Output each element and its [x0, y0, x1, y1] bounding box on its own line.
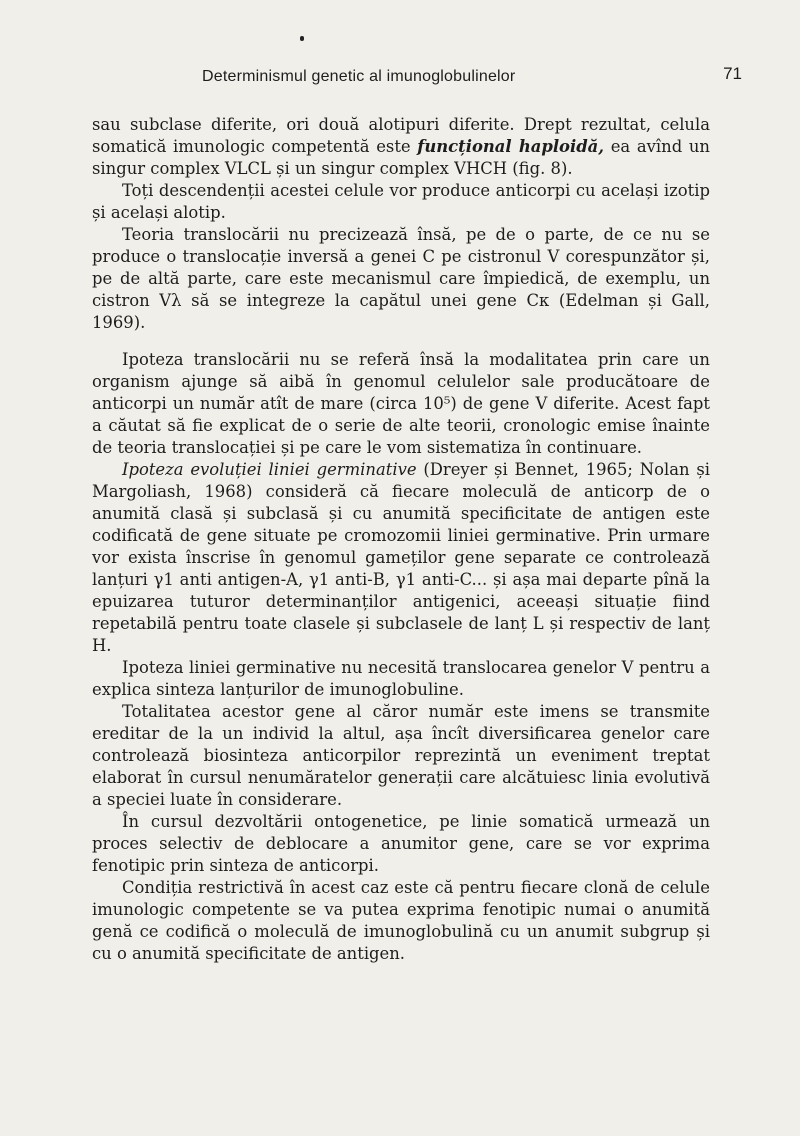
paragraph-6: Ipoteza liniei germinative nu necesită translocarea genelor V pentru a explica sinteza lanțurilor de imunoglobuline. — [92, 658, 710, 699]
paragraph-3: Teoria translocării nu precizează însă, pe de o parte, de ce nu se produce o translocație inversă a genei C pe cistronul V corespunzător și, pe de altă parte, care este mecanismul care împiedică, de exemplu, un cistron Vλ să se integreze la capătul unei gene Cκ (Edelman și Gall, 1969). — [92, 225, 710, 332]
print-speck — [300, 36, 304, 41]
paragraph-5: Ipoteza evoluției liniei germinative (Dreyer și Bennet, 1965; Nolan și Margoliash, 1968) consideră că fiecare moleculă de anticorp de o anumită clasă și subclasă și cu anumită specificitate de antigen este codificată de gene situate pe cromozomii liniei germinative. Prin urmare vor exista înscrise în genomul gameților gene separate ce controlează lanțuri γ1 anti antigen-A, γ1 anti-B, γ1 anti-C... și așa mai departe pînă la epuizarea tuturor determinanților antigenici, aceeași situație fiind repetabilă pentru toate clasele și subclasele de lanț L și respectiv de lanț H. — [92, 460, 710, 655]
page-header — [92, 64, 742, 92]
paragraph-2: Toți descendenții acestei celule vor produce anticorpi cu același izotip și același alotip. — [92, 181, 710, 222]
paragraph-7: Totalitatea acestor gene al căror număr este imens se transmite ereditar de la un individ la altul, așa încît diversificarea genelor care controlează biosinteza anticorpilor reprezintă un eveniment treptat elaborat în cursul nenumăratelor generații care alcătuiesc linia evolutivă a speciei luate în considerare. — [92, 702, 710, 809]
paragraph-1: sau subclase diferite, ori două alotipuri diferite. Drept rezultat, celula somatică imunologic competentă este funcțional haploidă, ea avînd un singur complex VLCL și un singur complex VHCH (fig. 8). — [92, 115, 711, 178]
page-number: 71 — [723, 64, 742, 83]
paragraph-9: Condiția restrictivă în acest caz este că pentru fiecare clonă de celule imunologic competente se va putea exprima fenotipic numai o anumită genă ce codifică o moleculă de imunoglobulină cu un anumit subgrup și cu o anumită specificitate de antigen. — [92, 878, 710, 963]
emphasis-germline-hypothesis: Ipoteza evoluției liniei germinative — [122, 460, 417, 479]
body-text — [92, 114, 710, 965]
paragraph-8: În cursul dezvoltării ontogenetice, pe linie somatică urmează un proces selectiv de deblocare a anumitor gene, care se vor exprima fenotipic prin sinteza de anticorpi. — [92, 812, 710, 875]
running-head: Determinismul genetic al imunoglobulinelor — [202, 68, 516, 85]
emphasis-functional-haploid: funcțional haploidă, — [417, 137, 605, 156]
paragraph-4: Ipoteza translocării nu se referă însă la modalitatea prin care un organism ajunge să aibă în genomul celulelor sale producătoare de anticorpi un număr atît de mare (circa 10⁵) de gene V diferite. Acest fapt a căutat să fie explicat de o serie de alte teorii, cronologic emise înainte de teoria translocației și pe care le vom sistematiza în continuare. — [92, 350, 710, 457]
